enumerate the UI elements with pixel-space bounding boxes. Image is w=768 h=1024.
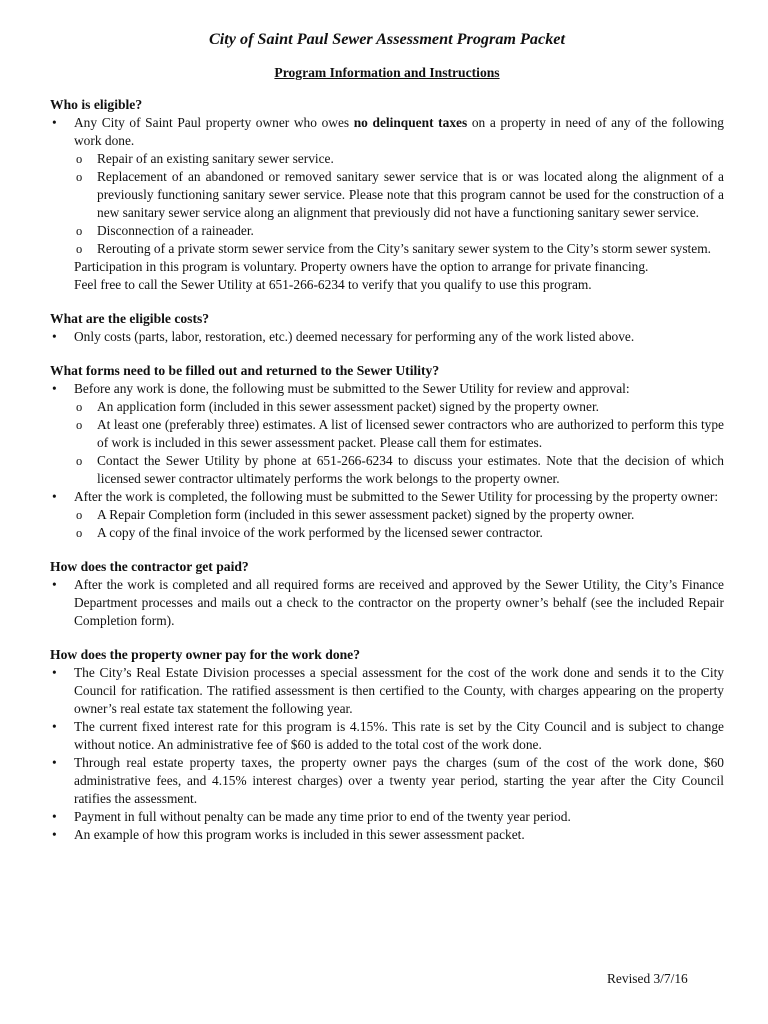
sub-list-item: o A copy of the final invoice of the work performed by the licensed sewer contractor.: [50, 524, 724, 542]
revision-date: Revised 3/7/16: [607, 971, 688, 986]
list-item: • After the work is completed and all required forms are received and approved by the Sewer Utility, the City’s Finance Department processes and mails out a check to the contractor on the property owner’s behalf (see the included Repair Completion form).: [50, 576, 724, 630]
list-item: • After the work is completed, the following must be submitted to the Sewer Utility for processing by the property owner:: [50, 488, 724, 506]
sub-list-item: o Contact the Sewer Utility by phone at 651-266-6234 to discuss your estimates. Note that the decision of which licensed sewer contractor ultimately performs the work belongs to the property owner.: [50, 452, 724, 488]
document-page: [50, 28, 724, 844]
list-item: • The current fixed interest rate for this program is 4.15%. This rate is set by the City Council and is subject to change without notice. An administrative fee of $60 is added to the total cost of the work done.: [50, 718, 724, 754]
section-heading: How does the contractor get paid?: [50, 559, 249, 574]
list-item: • Through real estate property taxes, the property owner pays the charges (sum of the cost of the work done, $60 administrative fees, and 4.15% interest charges) over a twenty year period, starting the year after the City Council ratifies the assessment.: [50, 754, 724, 808]
section-eligible-costs: [50, 310, 724, 346]
sub-list-item: o Disconnection of a raineader.: [50, 222, 724, 240]
section-heading: Who is eligible?: [50, 97, 143, 112]
section-contractor-payment: [50, 558, 724, 630]
section-eligibility: [50, 96, 724, 294]
list-item: • The City’s Real Estate Division processes a special assessment for the cost of the work done and sends it to the City Council for ratification. The ratified assessment is then certified to the County, with charges appearing on the property owner’s real estate tax statement the following year.: [50, 664, 724, 718]
document-subtitle: Program Information and Instructions: [274, 65, 500, 80]
section-forms: [50, 362, 724, 542]
sub-list-item: o Repair of an existing sanitary sewer service.: [50, 150, 724, 168]
sub-list-item: o A Repair Completion form (included in this sewer assessment packet) signed by the property owner.: [50, 506, 724, 524]
section-heading: What forms need to be filled out and returned to the Sewer Utility?: [50, 363, 440, 378]
body-paragraph: Participation in this program is voluntary. Property owners have the option to arrange for private financing.: [74, 259, 649, 274]
section-heading: What are the eligible costs?: [50, 311, 210, 326]
sub-list-item: o Rerouting of a private storm sewer service from the City’s sanitary sewer system to the City’s storm sewer system.: [50, 240, 724, 258]
sub-list-item: o Replacement of an abandoned or removed sanitary sewer service that is or was located along the alignment of a previously functioning sanitary sewer service. Please note that this program cannot be used for the construction of a new sanitary sewer service along an alignment that previously did not have a functioning sanitary sewer service.: [50, 168, 724, 222]
section-owner-payment: [50, 646, 724, 844]
list-item: • An example of how this program works is included in this sewer assessment packet.: [50, 826, 724, 844]
sub-list-item: o An application form (included in this sewer assessment packet) signed by the property owner.: [50, 398, 724, 416]
body-paragraph: Feel free to call the Sewer Utility at 651-266-6234 to verify that you qualify to use this program.: [74, 277, 592, 292]
list-item: • Before any work is done, the following must be submitted to the Sewer Utility for review and approval:: [50, 380, 724, 398]
list-item: • Payment in full without penalty can be made any time prior to end of the twenty year period.: [50, 808, 724, 826]
list-item: • Only costs (parts, labor, restoration, etc.) deemed necessary for performing any of the work listed above.: [50, 328, 724, 346]
list-item: • Any City of Saint Paul property owner who owes no delinquent taxes on a property in need of any of the following work done.: [50, 114, 724, 150]
sub-list-item: o At least one (preferably three) estimates. A list of licensed sewer contractors who are authorized to perform this type of work is included in this sewer assessment packet. Please call them for estimates.: [50, 416, 724, 452]
document-title: City of Saint Paul Sewer Assessment Program Packet: [209, 30, 565, 48]
section-heading: How does the property owner pay for the work done?: [50, 647, 361, 662]
